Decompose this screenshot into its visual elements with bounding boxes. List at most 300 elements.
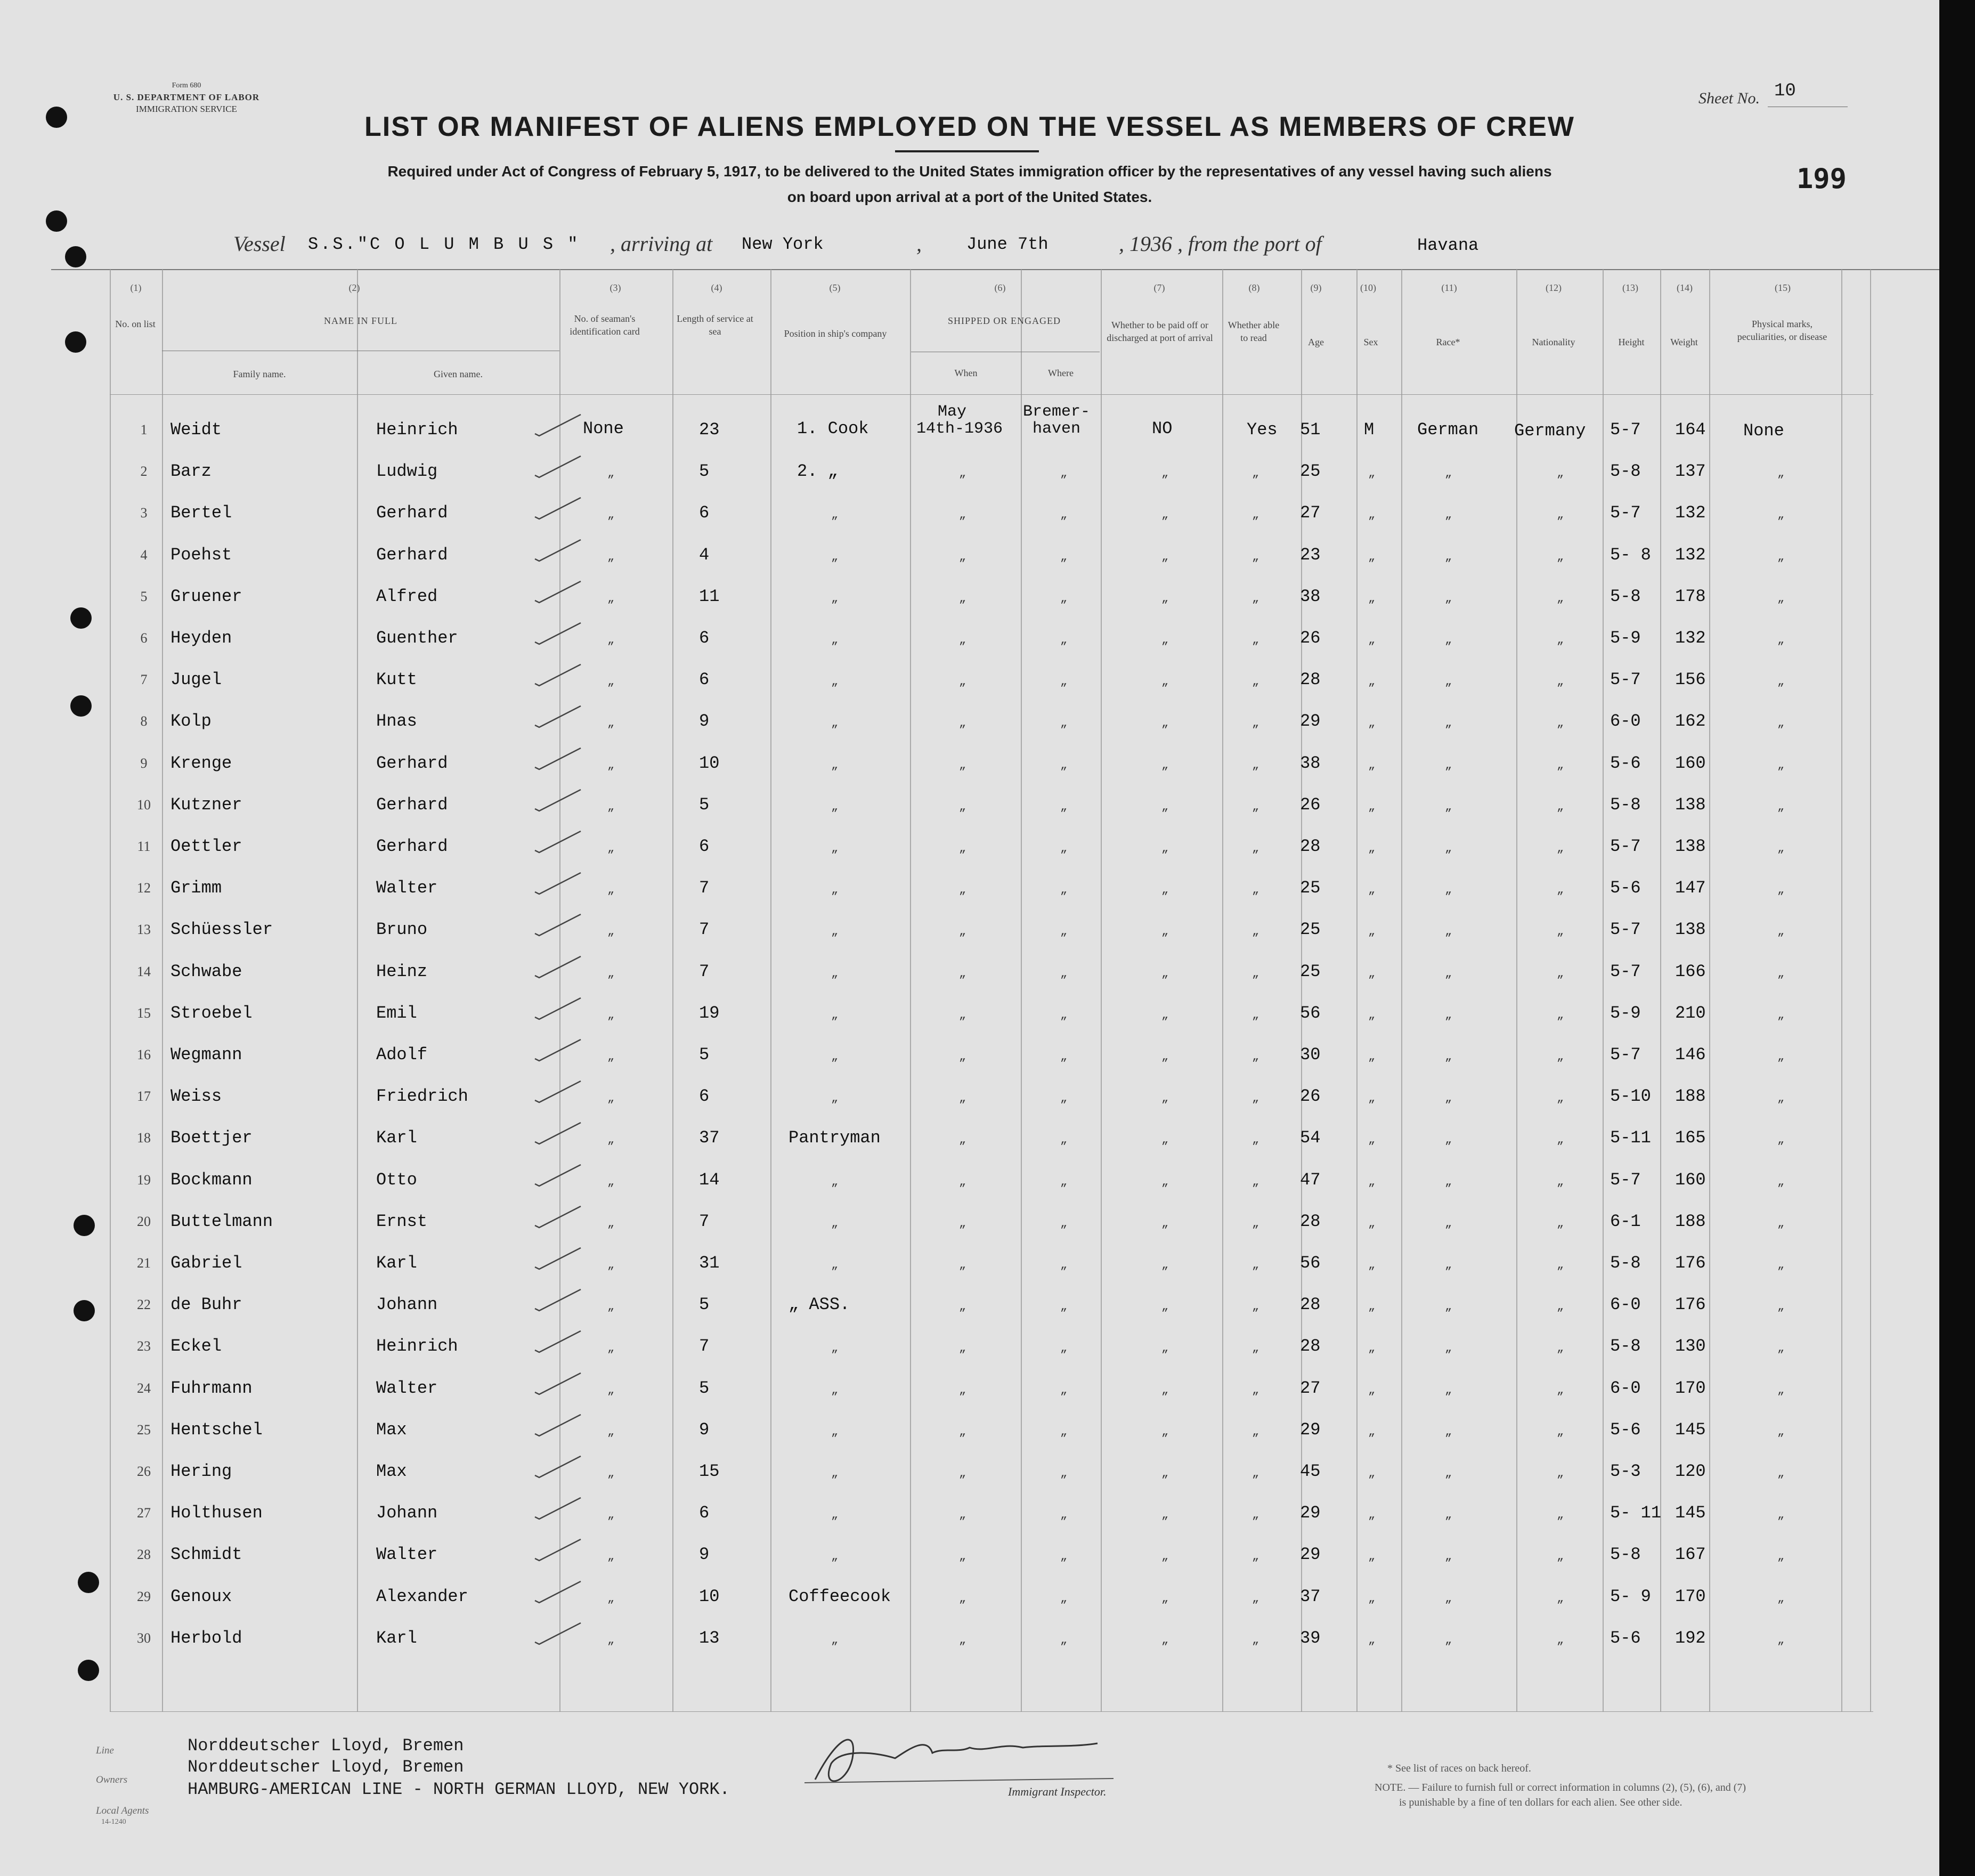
ditto-mark: „ — [607, 1217, 615, 1230]
ditto-mark: „ — [1252, 1550, 1259, 1563]
age: 56 — [1300, 1253, 1321, 1273]
ditto-mark: „ — [607, 1300, 615, 1313]
ditto-mark: „ — [959, 842, 966, 855]
ditto-mark: „ — [1368, 1258, 1376, 1272]
family-name: Stroebel — [170, 1003, 253, 1023]
ditto-mark: „ — [1060, 1592, 1068, 1605]
ditto-mark: „ — [607, 1133, 615, 1147]
ditto-mark: „ — [1161, 842, 1169, 855]
ditto-mark: „ — [1252, 717, 1259, 730]
ditto-mark: „ — [959, 759, 966, 772]
ditto-mark: „ — [959, 634, 966, 647]
row-number: 28 — [137, 1547, 151, 1562]
ditto-mark: „ — [1252, 1175, 1259, 1189]
ditto-mark: „ — [607, 967, 615, 980]
check-mark — [533, 579, 583, 604]
ditto-mark: „ — [1557, 508, 1564, 522]
ditto-mark: „ — [831, 1050, 839, 1063]
ditto-mark: „ — [1368, 800, 1376, 814]
ditto-mark: „ — [1368, 1508, 1376, 1522]
ditto-mark: „ — [1252, 1384, 1259, 1397]
length-of-service: 7 — [699, 1336, 710, 1356]
ditto-mark: „ — [1557, 1467, 1564, 1480]
ditto-mark: „ — [1252, 634, 1259, 647]
given-name: Gerhard — [376, 503, 448, 523]
length-of-service: 9 — [699, 1420, 710, 1440]
header-where: Where — [1048, 368, 1074, 378]
height: 5- 11 — [1610, 1503, 1662, 1523]
ditto-mark: „ — [1252, 1508, 1259, 1522]
ditto-mark: „ — [959, 1050, 966, 1063]
ditto-mark: „ — [1777, 1425, 1785, 1439]
length-of-service: 5 — [699, 1378, 710, 1398]
ditto-mark: „ — [1777, 967, 1785, 980]
row1-id-card: None — [583, 419, 624, 438]
ditto-mark: „ — [1060, 1342, 1068, 1355]
row1-when-month: May — [938, 403, 967, 421]
inspector-label: Immigrant Inspector. — [1008, 1785, 1107, 1798]
ditto-mark: „ — [831, 717, 839, 730]
ditto-mark: „ — [1060, 467, 1068, 480]
ditto-mark: „ — [1368, 1217, 1376, 1230]
ditto-mark: „ — [1445, 1092, 1452, 1105]
ditto-mark: „ — [959, 1342, 966, 1355]
column-number: (9) — [1310, 282, 1322, 293]
ditto-mark: „ — [607, 550, 615, 564]
row1-paid-off: NO — [1152, 419, 1173, 438]
given-name: Gerhard — [376, 753, 448, 773]
from-port: Havana — [1417, 235, 1479, 255]
ditto-mark: „ — [607, 800, 615, 814]
length-of-service: 5 — [699, 461, 710, 481]
height: 5-7 — [1610, 1170, 1641, 1190]
row1-position: 1. Cook — [797, 419, 869, 438]
ditto-mark: „ — [1557, 1550, 1564, 1563]
weight: 160 — [1675, 753, 1706, 773]
ditto-mark: „ — [1161, 1550, 1169, 1563]
height: 6-0 — [1610, 1378, 1641, 1398]
ditto-mark: „ — [959, 1384, 966, 1397]
header-top-rule — [51, 269, 1939, 270]
ditto-mark: „ — [1161, 759, 1169, 772]
column-number: (12) — [1546, 282, 1562, 293]
age: 47 — [1300, 1170, 1321, 1190]
ditto-mark: „ — [1252, 967, 1259, 980]
ditto-mark: „ — [1777, 592, 1785, 605]
age: 27 — [1300, 1378, 1321, 1398]
ditto-mark: „ — [1777, 1175, 1785, 1189]
row-number: 8 — [140, 713, 148, 729]
family-name: Barz — [170, 461, 212, 481]
ditto-mark: „ — [607, 467, 615, 480]
height: 5-7 — [1610, 670, 1641, 689]
service-name: IMMIGRATION SERVICE — [136, 104, 237, 114]
ditto-mark: „ — [1445, 508, 1452, 522]
given-name: Max — [376, 1420, 407, 1440]
ditto-mark: „ — [1252, 1092, 1259, 1105]
ditto-mark: „ — [607, 508, 615, 522]
department-name: U. S. DEPARTMENT OF LABOR — [113, 92, 260, 102]
ditto-mark: „ — [1161, 1050, 1169, 1063]
height: 5-8 — [1610, 795, 1641, 815]
ditto-mark: „ — [1557, 1384, 1564, 1397]
form-number: Form 680 — [172, 82, 201, 90]
header-bottom-rule — [110, 394, 1873, 395]
ditto-mark: „ — [1060, 1009, 1068, 1022]
column-number: (7) — [1153, 282, 1165, 293]
arriving-label: , arriving at — [610, 232, 713, 256]
length-of-service: 9 — [699, 711, 710, 731]
family-name: Bockmann — [170, 1170, 253, 1190]
ditto-mark: „ — [607, 592, 615, 605]
ditto-mark: „ — [1161, 1300, 1169, 1313]
position: „ ASS. — [789, 1295, 850, 1314]
height: 5-7 — [1610, 503, 1641, 523]
age: 39 — [1300, 1628, 1321, 1648]
height: 5-8 — [1610, 1336, 1641, 1356]
header-race: Race* — [1436, 337, 1460, 347]
given-name: Heinz — [376, 962, 428, 981]
ditto-mark: „ — [959, 1300, 966, 1313]
ditto-mark: „ — [831, 1467, 839, 1480]
row-number: 7 — [140, 672, 148, 687]
ditto-mark: „ — [1445, 675, 1452, 688]
ditto-mark: „ — [1060, 717, 1068, 730]
column-rule — [357, 270, 358, 1711]
position: 2. „ — [797, 461, 838, 481]
ditto-mark: „ — [1252, 1258, 1259, 1272]
ditto-mark: „ — [959, 1009, 966, 1022]
family-name: Gruener — [170, 587, 242, 606]
age: 51 — [1300, 420, 1321, 440]
given-name: Johann — [376, 1295, 438, 1314]
weight: 170 — [1675, 1378, 1706, 1398]
row-number: 17 — [137, 1089, 151, 1104]
ditto-mark: „ — [1060, 592, 1068, 605]
family-name: Krenge — [170, 753, 232, 773]
ditto-mark: „ — [831, 1175, 839, 1189]
height: 6-1 — [1610, 1212, 1641, 1231]
length-of-service: 6 — [699, 837, 710, 856]
ditto-mark: „ — [1161, 634, 1169, 647]
ditto-mark: „ — [1060, 675, 1068, 688]
ditto-mark: „ — [1445, 925, 1452, 938]
family-name: Eckel — [170, 1336, 222, 1356]
given-name: Johann — [376, 1503, 438, 1523]
ditto-mark: „ — [1445, 1050, 1452, 1063]
height: 5-7 — [1610, 420, 1641, 440]
ditto-mark: „ — [831, 550, 839, 564]
ditto-mark: „ — [1557, 842, 1564, 855]
column-rule — [770, 270, 771, 1711]
length-of-service: 7 — [699, 962, 710, 981]
ditto-mark: „ — [831, 800, 839, 814]
length-of-service: 10 — [699, 753, 720, 773]
row1-where-1: Bremer- — [1023, 403, 1091, 421]
ditto-mark: „ — [1060, 550, 1068, 564]
header-id-card: No. of seaman's identification card — [570, 313, 640, 337]
family-name: Wegmann — [170, 1045, 242, 1065]
age: 29 — [1300, 1503, 1321, 1523]
weight: 138 — [1675, 837, 1706, 856]
check-mark — [533, 829, 583, 854]
ditto-mark: „ — [831, 592, 839, 605]
ditto-mark: „ — [607, 925, 615, 938]
ditto-mark: „ — [1777, 1550, 1785, 1563]
row-number: 25 — [137, 1422, 151, 1438]
ditto-mark: „ — [1161, 717, 1169, 730]
column-number: (15) — [1775, 282, 1791, 293]
ditto-mark: „ — [1252, 925, 1259, 938]
ditto-mark: „ — [1777, 842, 1785, 855]
family-name: Fuhrmann — [170, 1378, 253, 1398]
ditto-mark: „ — [1445, 1175, 1452, 1189]
ditto-mark: „ — [1777, 1258, 1785, 1272]
check-mark — [533, 1621, 583, 1645]
check-mark — [533, 1329, 583, 1353]
given-name: Walter — [376, 878, 438, 898]
row-number: 13 — [137, 922, 151, 937]
ditto-mark: „ — [1161, 967, 1169, 980]
weight: 145 — [1675, 1420, 1706, 1440]
family-name: Schüessler — [170, 920, 273, 939]
weight: 165 — [1675, 1128, 1706, 1148]
ditto-mark: „ — [1445, 842, 1452, 855]
column-number: (6) — [994, 282, 1006, 293]
ditto-mark: „ — [1252, 1425, 1259, 1439]
ditto-mark: „ — [1252, 842, 1259, 855]
ditto-mark: „ — [1060, 1050, 1068, 1063]
given-name: Alfred — [376, 587, 438, 606]
column-rule — [1709, 270, 1710, 1711]
header-nationality: Nationality — [1532, 337, 1575, 347]
column-number: (10) — [1360, 282, 1376, 293]
ditto-mark: „ — [1161, 1217, 1169, 1230]
ditto-mark: „ — [1777, 1467, 1785, 1480]
ditto-mark: „ — [831, 1342, 839, 1355]
ditto-mark: „ — [1252, 508, 1259, 522]
given-name: Gerhard — [376, 837, 448, 856]
ditto-mark: „ — [1368, 1550, 1376, 1563]
age: 28 — [1300, 1336, 1321, 1356]
weight: 120 — [1675, 1461, 1706, 1481]
length-of-service: 11 — [699, 587, 720, 606]
arrival-year: , 1936 — [1119, 232, 1172, 256]
ditto-mark: „ — [1060, 1092, 1068, 1105]
ditto-mark: „ — [1060, 634, 1068, 647]
length-of-service: 13 — [699, 1628, 720, 1648]
length-of-service: 10 — [699, 1587, 720, 1606]
age: 28 — [1300, 1295, 1321, 1314]
ditto-mark: „ — [959, 1425, 966, 1439]
family-name: Gabriel — [170, 1253, 242, 1273]
page-title: LIST OR MANIFEST OF ALIENS EMPLOYED ON THE VESSEL AS MEMBERS OF CREW — [364, 111, 1575, 142]
owners-value: Norddeutscher Lloyd, Bremen — [188, 1757, 464, 1777]
ditto-mark: „ — [831, 842, 839, 855]
age: 37 — [1300, 1587, 1321, 1606]
column-rule — [1301, 270, 1302, 1711]
ditto-mark: „ — [1161, 1133, 1169, 1147]
ditto-mark: „ — [1445, 800, 1452, 814]
ditto-mark: „ — [1445, 467, 1452, 480]
arriving-port: New York — [742, 234, 824, 254]
ditto-mark: „ — [1368, 1175, 1376, 1189]
family-name: Jugel — [170, 670, 222, 689]
age: 38 — [1300, 587, 1321, 606]
row1-where-2: haven — [1033, 420, 1081, 438]
fine-note-2: is punishable by a fine of ten dollars for each alien. See other side. — [1399, 1797, 1683, 1808]
punch-hole — [78, 1660, 99, 1681]
height: 5-8 — [1610, 1253, 1641, 1273]
ditto-mark: „ — [1368, 1050, 1376, 1063]
page-number: 199 — [1797, 163, 1847, 195]
column-rule — [110, 270, 111, 1711]
ditto-mark: „ — [607, 1467, 615, 1480]
family-name: Hering — [170, 1461, 232, 1481]
column-rule — [672, 270, 673, 1711]
given-name: Ludwig — [376, 461, 438, 481]
ditto-mark: „ — [1445, 1550, 1452, 1563]
ditto-mark: „ — [1777, 759, 1785, 772]
height: 5-7 — [1610, 1045, 1641, 1065]
ditto-mark: „ — [959, 1592, 966, 1605]
weight: 132 — [1675, 628, 1706, 648]
given-name: Walter — [376, 1545, 438, 1564]
height: 5-6 — [1610, 1420, 1641, 1440]
ditto-mark: „ — [831, 883, 839, 897]
ditto-mark: „ — [1445, 1258, 1452, 1272]
ditto-mark: „ — [1252, 467, 1259, 480]
column-number: (11) — [1441, 282, 1457, 293]
ditto-mark: „ — [1557, 1050, 1564, 1063]
check-mark — [533, 704, 583, 728]
ditto-mark: „ — [1445, 1300, 1452, 1313]
height: 5-6 — [1610, 753, 1641, 773]
ditto-mark: „ — [1368, 1009, 1376, 1022]
column-rule — [1603, 270, 1604, 1711]
ditto-mark: „ — [1445, 550, 1452, 564]
header-sex: Sex — [1363, 337, 1378, 347]
ditto-mark: „ — [831, 759, 839, 772]
ditto-mark: „ — [1368, 1342, 1376, 1355]
height: 5-7 — [1610, 920, 1641, 939]
ditto-mark: „ — [1368, 1133, 1376, 1147]
ditto-mark: „ — [1060, 883, 1068, 897]
ditto-mark: „ — [1060, 967, 1068, 980]
given-name: Walter — [376, 1378, 438, 1398]
family-name: Holthusen — [170, 1503, 263, 1523]
age: 29 — [1300, 711, 1321, 731]
ditto-mark: „ — [1060, 759, 1068, 772]
row-number: 12 — [137, 880, 151, 896]
ditto-mark: „ — [1161, 1634, 1169, 1647]
ditto-mark: „ — [1252, 1342, 1259, 1355]
ditto-mark: „ — [1368, 550, 1376, 564]
ditto-mark: „ — [831, 967, 839, 980]
ditto-mark: „ — [1060, 1467, 1068, 1480]
height: 5- 8 — [1610, 545, 1651, 565]
column-number: (13) — [1622, 282, 1638, 293]
given-name: Adolf — [376, 1045, 428, 1065]
ditto-mark: „ — [1368, 717, 1376, 730]
ditto-mark: „ — [1777, 800, 1785, 814]
given-name: Gerhard — [376, 795, 448, 815]
ditto-mark: „ — [1252, 759, 1259, 772]
ditto-mark: „ — [1060, 800, 1068, 814]
punch-hole — [65, 331, 86, 353]
length-of-service: 6 — [699, 1503, 710, 1523]
family-name: Kutzner — [170, 795, 242, 815]
ditto-mark: „ — [1557, 1133, 1564, 1147]
ditto-mark: „ — [1777, 717, 1785, 730]
age: 28 — [1300, 670, 1321, 689]
family-name: Grimm — [170, 878, 222, 898]
column-rule — [1841, 270, 1842, 1711]
ditto-mark: „ — [959, 1175, 966, 1189]
length-of-service: 7 — [699, 878, 710, 898]
column-number: (4) — [711, 282, 722, 293]
check-mark — [533, 1579, 583, 1604]
ditto-mark: „ — [1777, 1009, 1785, 1022]
ditto-mark: „ — [1161, 1092, 1169, 1105]
ditto-mark: „ — [1368, 842, 1376, 855]
ditto-mark: „ — [959, 1634, 966, 1647]
ditto-mark: „ — [1368, 592, 1376, 605]
family-name: Buttelmann — [170, 1212, 273, 1231]
ditto-mark: „ — [1060, 508, 1068, 522]
age: 54 — [1300, 1128, 1321, 1148]
ditto-mark: „ — [959, 675, 966, 688]
ditto-mark: „ — [959, 1092, 966, 1105]
row-number: 26 — [137, 1464, 151, 1479]
length-of-service: 7 — [699, 920, 710, 939]
ditto-mark: „ — [1445, 1009, 1452, 1022]
ditto-mark: „ — [831, 1009, 839, 1022]
weight: 137 — [1675, 461, 1706, 481]
line-value: Norddeutscher Lloyd, Bremen — [188, 1736, 464, 1756]
check-mark — [533, 1163, 583, 1187]
weight: 176 — [1675, 1253, 1706, 1273]
ditto-mark: „ — [1777, 1634, 1785, 1647]
column-rule — [910, 270, 911, 1711]
punch-hole — [74, 1215, 95, 1236]
row-number: 29 — [137, 1589, 151, 1604]
column-number: (2) — [348, 282, 360, 293]
family-name: Heyden — [170, 628, 232, 648]
ditto-mark: „ — [1368, 634, 1376, 647]
ditto-mark: „ — [1161, 925, 1169, 938]
ditto-mark: „ — [1445, 717, 1452, 730]
weight: 170 — [1675, 1587, 1706, 1606]
height: 5-7 — [1610, 962, 1641, 981]
ditto-mark: „ — [1557, 1300, 1564, 1313]
check-mark — [533, 1496, 583, 1520]
ditto-mark: „ — [607, 1508, 615, 1522]
ditto-mark: „ — [1060, 925, 1068, 938]
ditto-mark: „ — [959, 717, 966, 730]
given-name: Heinrich — [376, 420, 458, 440]
ditto-mark: „ — [1252, 1050, 1259, 1063]
length-of-service: 31 — [699, 1253, 720, 1273]
family-name: Weidt — [170, 420, 222, 440]
position: Coffeecook — [789, 1587, 891, 1606]
ditto-mark: „ — [1060, 1258, 1068, 1272]
weight: 138 — [1675, 795, 1706, 815]
subtitle-line-2: on board upon arrival at a port of the United States. — [787, 189, 1152, 205]
row-number: 6 — [140, 630, 148, 646]
check-mark — [533, 496, 583, 520]
length-of-service: 6 — [699, 628, 710, 648]
